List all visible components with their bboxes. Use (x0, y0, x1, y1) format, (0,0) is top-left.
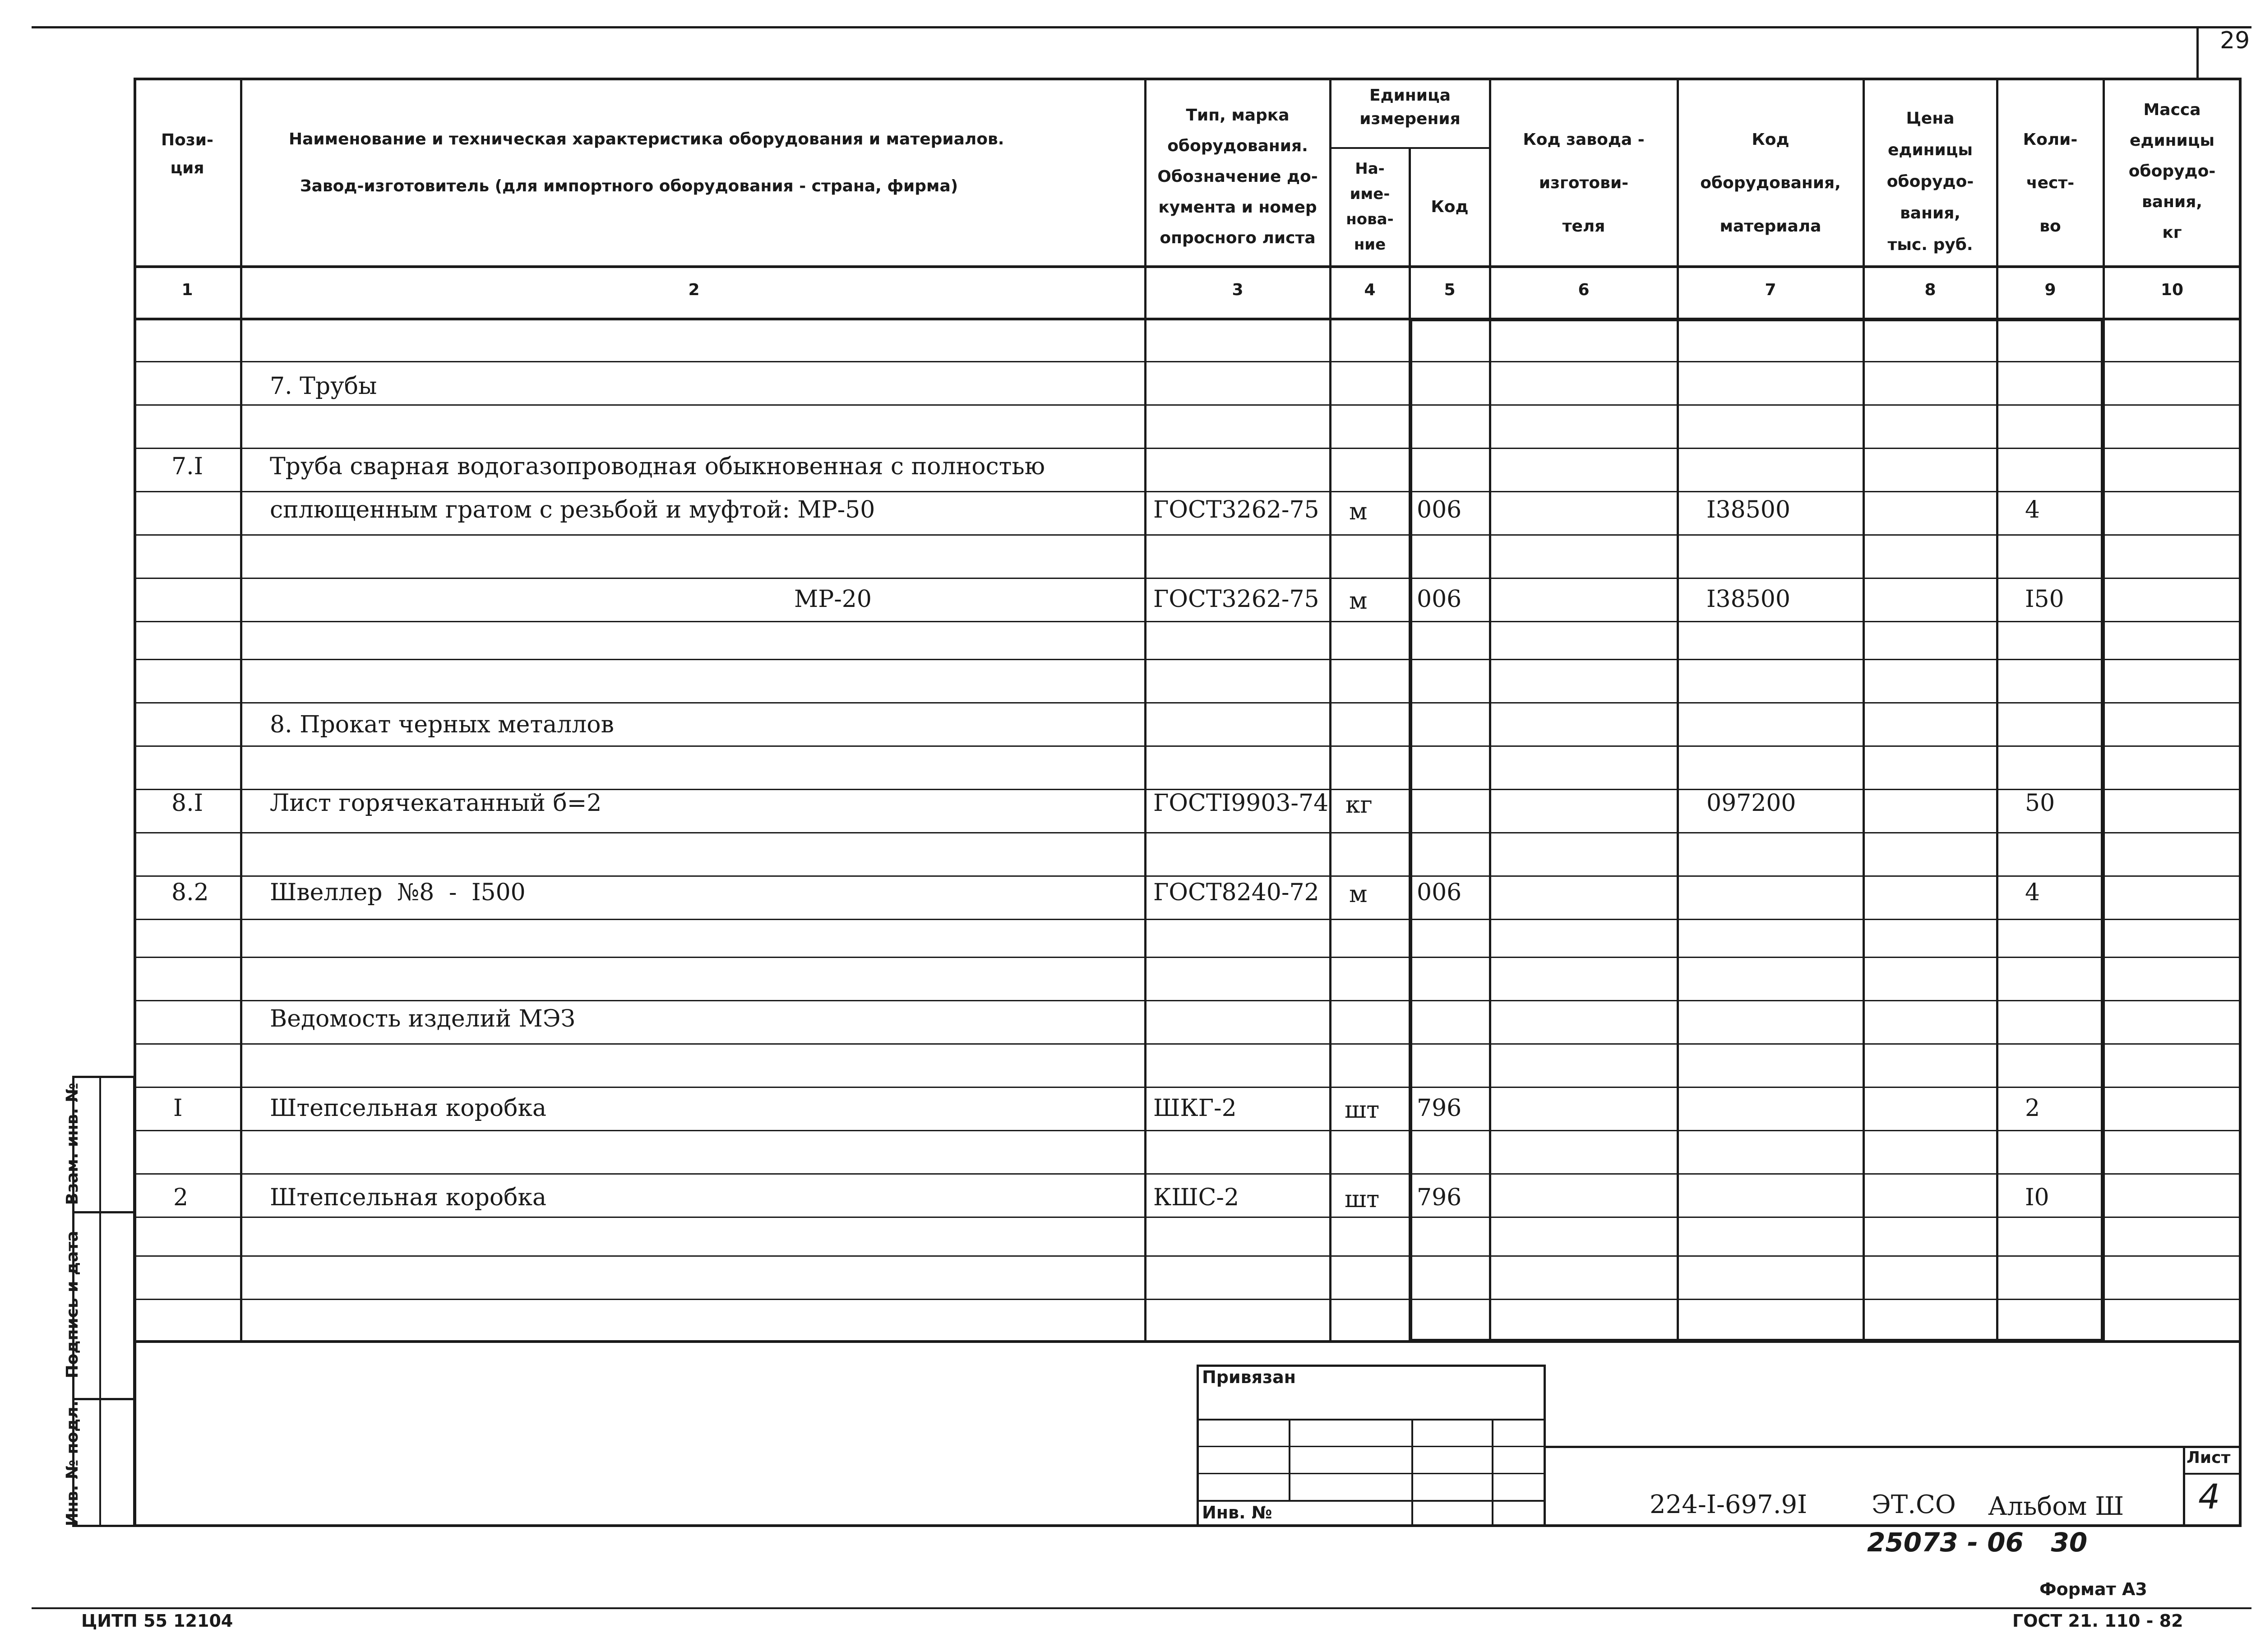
row-position: I (173, 1095, 183, 1122)
highlight-frame (1409, 318, 2104, 1342)
row-type: КШС-2 (1153, 1184, 1239, 1211)
row-name: Швеллер №8 - I500 (270, 879, 526, 906)
colnum-10: 10 (2160, 281, 2184, 299)
colnum-5: 5 (1444, 281, 1456, 299)
col-line-3 (1329, 78, 1331, 1342)
header-quantity: Коли- чест- во (2023, 130, 2078, 236)
binding-label: Привязан (1202, 1367, 1296, 1387)
header-unit: Единица измерения (1359, 86, 1461, 128)
binding-inv-label: Инв. № (1202, 1503, 1272, 1522)
colnum-1: 1 (181, 281, 193, 299)
row-material-code: I38500 (1706, 496, 1790, 523)
row-quantity: 4 (2025, 496, 2040, 523)
colnum-8: 8 (1924, 281, 1936, 299)
side-label-replaced-inv: Взам. инв. № (63, 1083, 82, 1205)
row-position: 7.I (171, 453, 203, 480)
row-position: 8.I (171, 790, 203, 817)
row-type: ГОСТI9903-74 (1153, 790, 1329, 817)
colnum-4: 4 (1364, 281, 1376, 299)
col-line-1 (240, 78, 242, 1342)
document-code: ЭТ.СО (1872, 1490, 1956, 1519)
header-name-line1: Наименование и техническая характеристика оборудования и материалов. (289, 130, 1004, 148)
footer-left-code: ЦИТП 55 12104 (81, 1611, 233, 1631)
side-stamp-rule-1 (72, 1211, 135, 1213)
page-number: 29 (2220, 27, 2250, 54)
colnum-3: 3 (1232, 281, 1244, 299)
row-position: 8.2 (171, 879, 209, 906)
row-unit-code: 006 (1417, 879, 1462, 906)
header-position: Пози- ция (161, 131, 213, 177)
header-mass: Масса единицы оборудо- вания, кг (2128, 101, 2216, 242)
header-bottom-rule (134, 265, 2242, 268)
row-unit-code: 796 (1417, 1095, 1462, 1122)
row-quantity: I0 (2025, 1184, 2049, 1211)
row-unit-code: 796 (1417, 1184, 1462, 1211)
row-type: ШКГ-2 (1153, 1095, 1237, 1122)
sheet-label: Лист (2187, 1448, 2231, 1467)
side-stamp-divider (99, 1076, 101, 1527)
titleblock-top-rule (1546, 1446, 2242, 1448)
side-label-signature-date: Подпись и дата (63, 1231, 82, 1379)
side-label-inv-original: Инв. № подл. (63, 1400, 82, 1527)
album-label: Альбом Ш (1988, 1492, 2124, 1521)
row-unit: кг (1345, 791, 1373, 819)
row-quantity: 2 (2025, 1095, 2040, 1122)
row-unit: м (1349, 881, 1368, 908)
header-unit-code: Код (1431, 198, 1469, 216)
top-rule (32, 26, 2251, 28)
binding-col-3 (1492, 1419, 1493, 1527)
header-unit-name: На- име- нова- ние (1346, 160, 1394, 254)
row-unit: шт (1345, 1186, 1380, 1213)
row-name: МР-20 (794, 586, 872, 613)
row-name: Штепсельная коробка (270, 1095, 546, 1122)
row-material-code: 097200 (1706, 790, 1796, 817)
section-title-pipes: 7. Трубы (270, 373, 377, 400)
row-position: 2 (173, 1184, 189, 1211)
section-title-metal: 8. Прокат черных металлов (270, 711, 614, 738)
handwritten-number: 25073 - 06 30 (1867, 1527, 2088, 1558)
sheet-box-split (2183, 1473, 2242, 1475)
row-type: ГОСТ3262-75 (1153, 586, 1319, 613)
footer-gost: ГОСТ 21. 110 - 82 (2012, 1611, 2183, 1631)
document-designation: 224-I-697.9I (1650, 1490, 1808, 1519)
page-number-divider (2196, 26, 2199, 78)
row-unit: м (1349, 498, 1368, 525)
colnum-9: 9 (2044, 281, 2056, 299)
binding-col-1 (1289, 1419, 1290, 1500)
col-line-2 (1144, 78, 1146, 1342)
colnum-6: 6 (1578, 281, 1590, 299)
header-material-code: Код оборудования, материала (1700, 130, 1841, 236)
row-unit-code: 006 (1417, 496, 1462, 523)
colnum-7: 7 (1765, 281, 1776, 299)
sheet-box-left (2183, 1446, 2185, 1527)
row-unit: шт (1345, 1097, 1380, 1124)
footer-rule (32, 1607, 2251, 1609)
body-bottom-rule (134, 1340, 2242, 1343)
sheet-number: 4 (2198, 1476, 2220, 1517)
row-material-code: I38500 (1706, 586, 1790, 613)
row-quantity: I50 (2025, 586, 2064, 613)
row-type: ГОСТ8240-72 (1153, 879, 1319, 906)
row-quantity: 4 (2025, 879, 2040, 906)
row-quantity: 50 (2025, 790, 2055, 817)
header-price: Цена единицы оборудо- вания, тыс. руб. (1886, 109, 1974, 254)
row-name: Труба сварная водогазопроводная обыкновенная с полностью (270, 453, 1045, 480)
row-unit-code: 006 (1417, 586, 1462, 613)
colnum-2: 2 (688, 281, 700, 299)
header-type: Тип, марка оборудования. Обозначение до- кумента и номер опросного листа (1157, 106, 1318, 247)
section-title-mez: Ведомость изделий МЭЗ (270, 1005, 575, 1032)
binding-col-2 (1411, 1419, 1413, 1527)
row-name: сплющенным гратом с резьбой и муфтой: МР-50 (270, 496, 875, 523)
row-name: Лист горячекатанный б=2 (270, 790, 602, 817)
header-name-line2: Завод-изготовитель (для импортного оборудования - страна, фирма) (300, 177, 958, 195)
row-name: Штепсельная коробка (270, 1184, 546, 1211)
format-label: Формат А3 (2039, 1579, 2147, 1599)
header-factory-code: Код завода - изготови- теля (1523, 130, 1645, 236)
row-type: ГОСТ3262-75 (1153, 496, 1319, 523)
row-unit: м (1349, 588, 1368, 615)
